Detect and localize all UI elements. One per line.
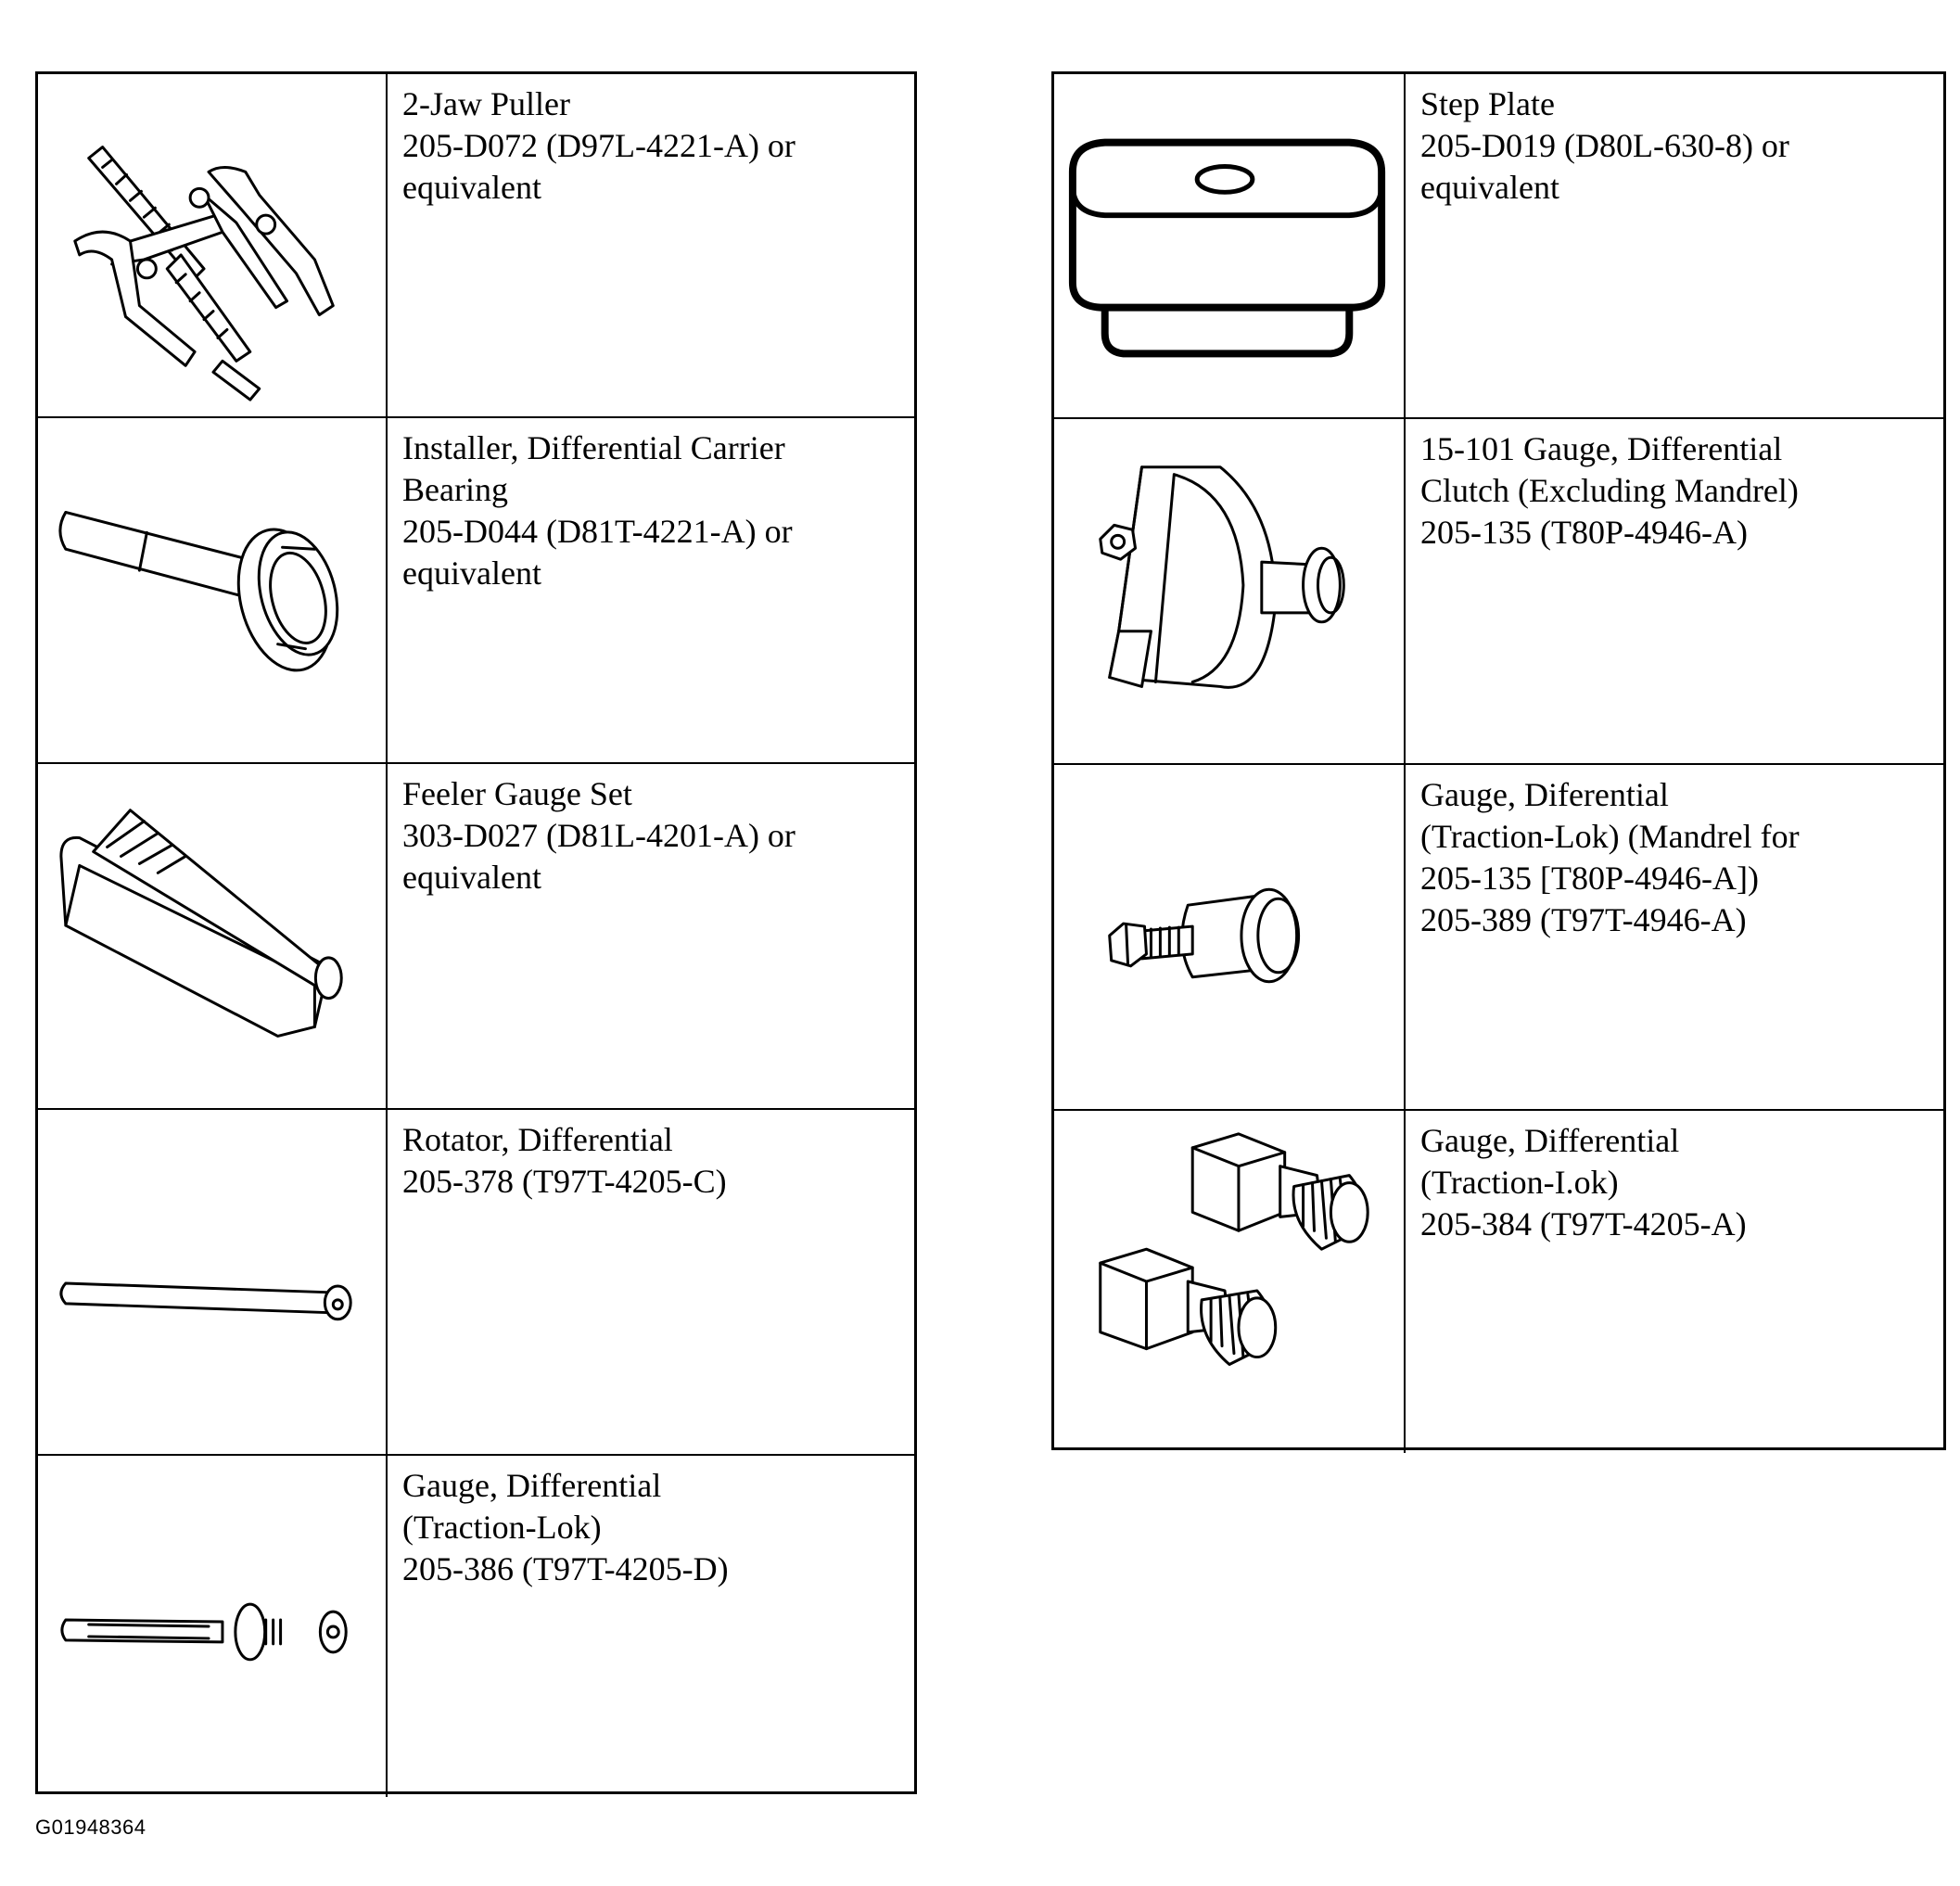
tool-description bbox=[388, 1456, 914, 1797]
tool-image-cell bbox=[38, 764, 388, 1108]
tool-row bbox=[38, 74, 914, 416]
tool-part-number: 205-135 (T80P-4946-A) bbox=[1420, 514, 1748, 551]
tool-description bbox=[388, 764, 914, 1108]
tool-row bbox=[38, 1108, 914, 1454]
tool-description bbox=[388, 1110, 914, 1454]
tool-description bbox=[1406, 74, 1943, 417]
tool-image-cell bbox=[38, 1110, 388, 1454]
tool-name: Gauge, Diferential bbox=[1420, 776, 1669, 813]
right-tool-table bbox=[1051, 71, 1946, 1450]
tool-name: Rotator, Differential bbox=[402, 1121, 673, 1158]
tool-part-number: 205-384 (T97T-4205-A) bbox=[1420, 1205, 1747, 1242]
tool-image-cell bbox=[1054, 419, 1406, 763]
tool-equivalent-note: equivalent bbox=[402, 859, 541, 896]
tool-image-cell bbox=[38, 418, 388, 762]
tool-description bbox=[1406, 419, 1943, 763]
tool-image-cell bbox=[1054, 74, 1406, 417]
tool-description bbox=[388, 418, 914, 762]
tool-part-number: 205-D072 (D97L-4221-A) or bbox=[402, 127, 795, 164]
tool-row bbox=[38, 762, 914, 1108]
tool-image-cell bbox=[1054, 1111, 1406, 1453]
tool-image-cell bbox=[38, 1456, 388, 1797]
tool-name: Feeler Gauge Set bbox=[402, 775, 632, 812]
step-plate-icon bbox=[1054, 74, 1404, 417]
tool-name: Installer, Differential Carrier bbox=[402, 429, 785, 466]
tool-name: 2-Jaw Puller bbox=[402, 85, 570, 122]
splined-gauge-pair-icon bbox=[1054, 1111, 1404, 1453]
tool-name-continued: Clutch (Excluding Mandrel) bbox=[1420, 472, 1799, 509]
tool-row bbox=[1054, 417, 1943, 763]
tool-row bbox=[38, 1454, 914, 1797]
tool-name-continued: (Traction-Lok) (Mandrel for bbox=[1420, 818, 1800, 855]
tool-equivalent-note: equivalent bbox=[1420, 169, 1559, 206]
figure-id: G01948364 bbox=[35, 1816, 146, 1839]
tool-part-number: 205-D019 (D80L-630-8) or bbox=[1420, 127, 1789, 164]
differential-rotator-icon bbox=[38, 1110, 386, 1454]
tool-row bbox=[1054, 1109, 1943, 1453]
traction-lok-gauge-icon bbox=[38, 1456, 386, 1797]
carrier-bearing-installer-icon bbox=[38, 418, 386, 762]
tool-name: Gauge, Differential bbox=[1420, 1122, 1680, 1159]
tool-name: Step Plate bbox=[1420, 85, 1555, 122]
tool-name-continued: (Traction-I.ok) bbox=[1420, 1164, 1619, 1201]
tool-row bbox=[38, 416, 914, 762]
tool-row bbox=[1054, 74, 1943, 417]
tool-description bbox=[1406, 1111, 1943, 1453]
tool-description bbox=[1406, 765, 1943, 1109]
tool-equivalent-note: equivalent bbox=[402, 169, 541, 206]
left-tool-table bbox=[35, 71, 917, 1794]
tool-name: Gauge, Differential bbox=[402, 1467, 662, 1504]
tool-name-continued: (Traction-Lok) bbox=[402, 1509, 602, 1546]
tool-equivalent-note: equivalent bbox=[402, 554, 541, 592]
tool-reference: 205-135 [T80P-4946-A]) bbox=[1420, 860, 1759, 897]
tool-image-cell bbox=[1054, 765, 1406, 1109]
tool-row bbox=[1054, 763, 1943, 1109]
tool-name: 15-101 Gauge, Differential bbox=[1420, 430, 1783, 467]
tool-part-number: 205-378 (T97T-4205-C) bbox=[402, 1163, 727, 1200]
tool-part-number: 205-D044 (D81T-4221-A) or bbox=[402, 513, 793, 550]
tool-part-number: 303-D027 (D81L-4201-A) or bbox=[402, 817, 795, 854]
tool-part-number: 205-389 (T97T-4946-A) bbox=[1420, 901, 1747, 938]
tool-name-continued: Bearing bbox=[402, 471, 508, 508]
clutch-gauge-icon bbox=[1054, 419, 1404, 763]
tool-description bbox=[388, 74, 914, 416]
tool-part-number: 205-386 (T97T-4205-D) bbox=[402, 1550, 729, 1587]
mandrel-gauge-icon bbox=[1054, 765, 1404, 1109]
tool-image-cell bbox=[38, 74, 388, 416]
two-jaw-puller-icon bbox=[38, 74, 386, 416]
feeler-gauge-set-icon bbox=[38, 764, 386, 1108]
